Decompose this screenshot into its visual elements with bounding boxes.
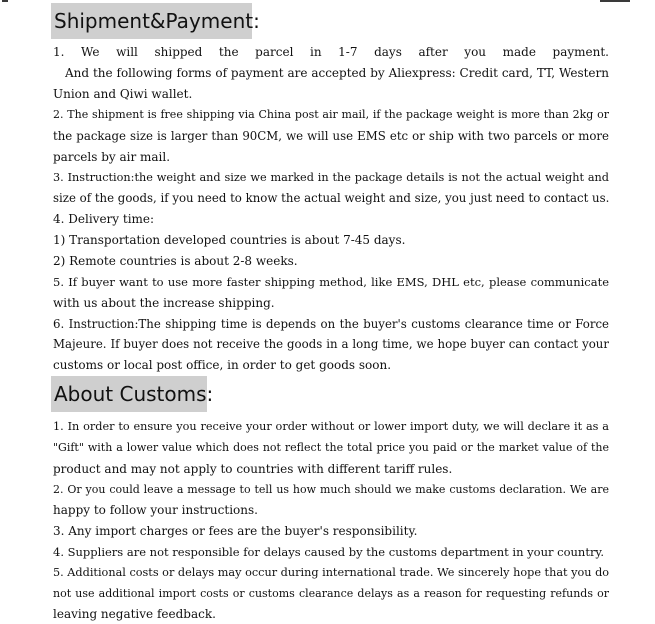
customs-line: 5. Additional costs or delays may occur during international trade. We sincerely hope that you do: [53, 566, 609, 579]
customs-line: product and may not apply to countries with different tariff rules.: [53, 462, 453, 476]
shipment-line: with us about the increase shipping.: [53, 296, 275, 310]
customs-line: 4. Suppliers are not responsible for delays caused by the customs department in your country.: [53, 545, 605, 559]
shipment-line: Union and Qiwi wallet.: [53, 87, 193, 101]
customs-line: 2. Or you could leave a message to tell us how much should we make customs declaration. We are: [53, 483, 609, 496]
customs-line: not use additional import costs or customs clearance delays as a reason for requesting refunds or: [53, 587, 609, 600]
shipment-line: 6. Instruction:The shipping time is depends on the buyer's customs clearance time or Force: [53, 317, 609, 331]
shipment-line: 1. We will shipped the parcel in 1-7 days after you made payment.: [53, 45, 609, 59]
about-customs-heading: About Customs:: [51, 376, 207, 412]
shipment-line: 4. Delivery time:: [53, 212, 155, 226]
shipment-line: size of the goods, if you need to know the actual weight and size, you just need to contact us.: [53, 191, 609, 205]
customs-line: 3. Any import charges or fees are the buyer's responsibility.: [53, 524, 418, 538]
shipment-line: 1) Transportation developed countries is about 7-45 days.: [53, 233, 406, 247]
top-border-mark: [600, 0, 630, 2]
customs-line: leaving negative feedback.: [53, 607, 216, 621]
shipment-line: 5. If buyer want to use more faster shipping method, like EMS, DHL etc, please communicate: [53, 275, 609, 289]
shipment-line: customs or local post office, in order to get goods soon.: [53, 358, 392, 372]
shipment-line: Majeure. If buyer does not receive the goods in a long time, we hope buyer can contact your: [53, 337, 609, 351]
top-border-mark: [2, 0, 8, 2]
shipment-line: 3. Instruction:the weight and size we marked in the package details is not the actual weight and: [53, 171, 609, 184]
shipment-line: 2) Remote countries is about 2-8 weeks.: [53, 254, 298, 268]
customs-line: 1. In order to ensure you receive your order without or lower import duty, we will declare it as a: [53, 420, 609, 433]
shipment-line: And the following forms of payment are accepted by Aliexpress: Credit card, TT, Western: [65, 66, 609, 80]
customs-line: happy to follow your instructions.: [53, 503, 258, 517]
customs-line: "Gift" with a lower value which does not reflect the total price you paid or the market value of the: [53, 441, 609, 454]
shipment-line: parcels by air mail.: [53, 150, 171, 164]
shipment-line: 2. The shipment is free shipping via China post air mail, if the package weight is more than 2kg or: [53, 108, 609, 121]
shipment-payment-heading: Shipment&Payment:: [51, 3, 252, 39]
shipment-line: the package size is larger than 90CM, we will use EMS etc or ship with two parcels or more: [53, 129, 609, 143]
